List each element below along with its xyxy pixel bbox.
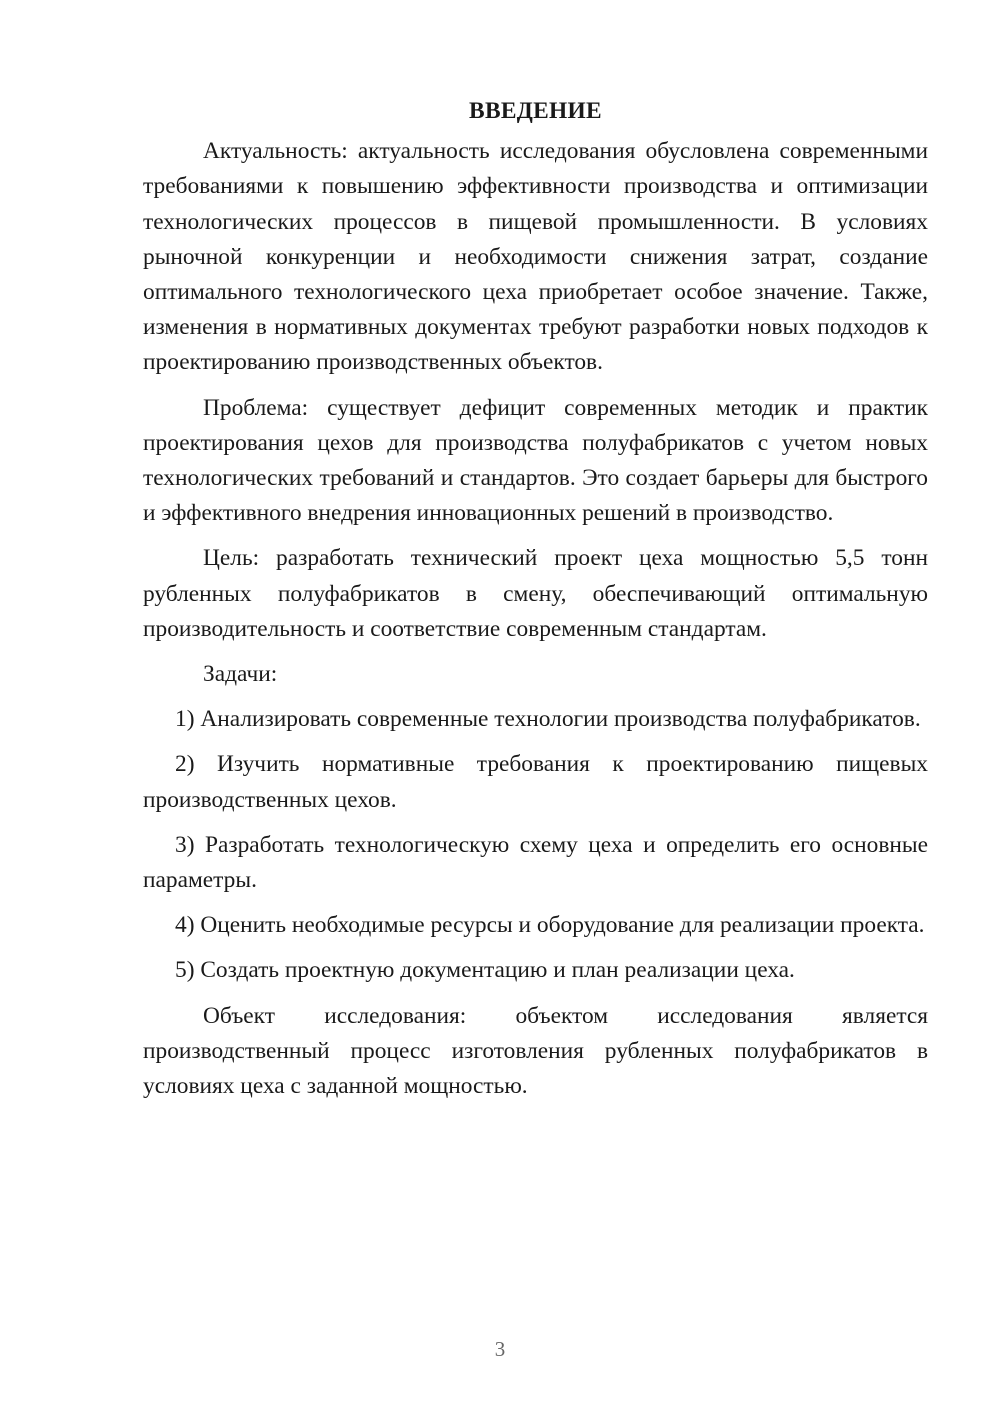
- page-number: 3: [494, 1337, 506, 1361]
- section-title: ВВЕДЕНИЕ: [469, 98, 602, 124]
- tasks-heading: Задачи:: [203, 661, 278, 688]
- page-content: [143, 94, 928, 1104]
- goal-paragraph: Цель: разработать технический проект цеха мощностью 5,5 тонн рубленных полуфабрикатов в смену, обеспечивающий оптимальную производительность и соответствие современным стандартам.: [143, 545, 928, 642]
- task-item: 2) Изучить нормативные требования к проектированию пищевых производственных цехов.: [143, 751, 928, 813]
- task-item: 4) Оценить необходимые ресурсы и оборудование для реализации проекта.: [175, 912, 925, 939]
- problem-paragraph: Проблема: существует дефицит современных методик и практик проектирования цехов для производства полуфабрикатов с учетом новых технологических требований и стандартов. Это создает барьеры для быстрого и эффективного внедрения инновационных решений в производство.: [143, 394, 928, 527]
- task-item: 3) Разработать технологическую схему цеха и определить его основные параметры.: [143, 831, 928, 894]
- relevance-paragraph: Актуальность: актуальность исследования обусловлена современными требованиями к повышению эффективности производства и оптимизации технологических процессов в пищевой промышленности. В условиях рыночной конкуренции и необходимости снижения затрат, создание оптимального технологического цеха приобретает особое значение. Также, изменения в нормативных документах требуют разработки новых подходов к проектированию производственных объектов.: [143, 138, 928, 376]
- object-paragraph: Объект исследования: объектом исследования является производственный процесс изготовления рубленных полуфабрикатов в условиях цеха с заданной мощностью.: [143, 1002, 928, 1100]
- task-item: 1) Анализировать современные технологии производства полуфабрикатов.: [175, 706, 921, 733]
- task-item: 5) Создать проектную документацию и план реализации цеха.: [175, 957, 795, 984]
